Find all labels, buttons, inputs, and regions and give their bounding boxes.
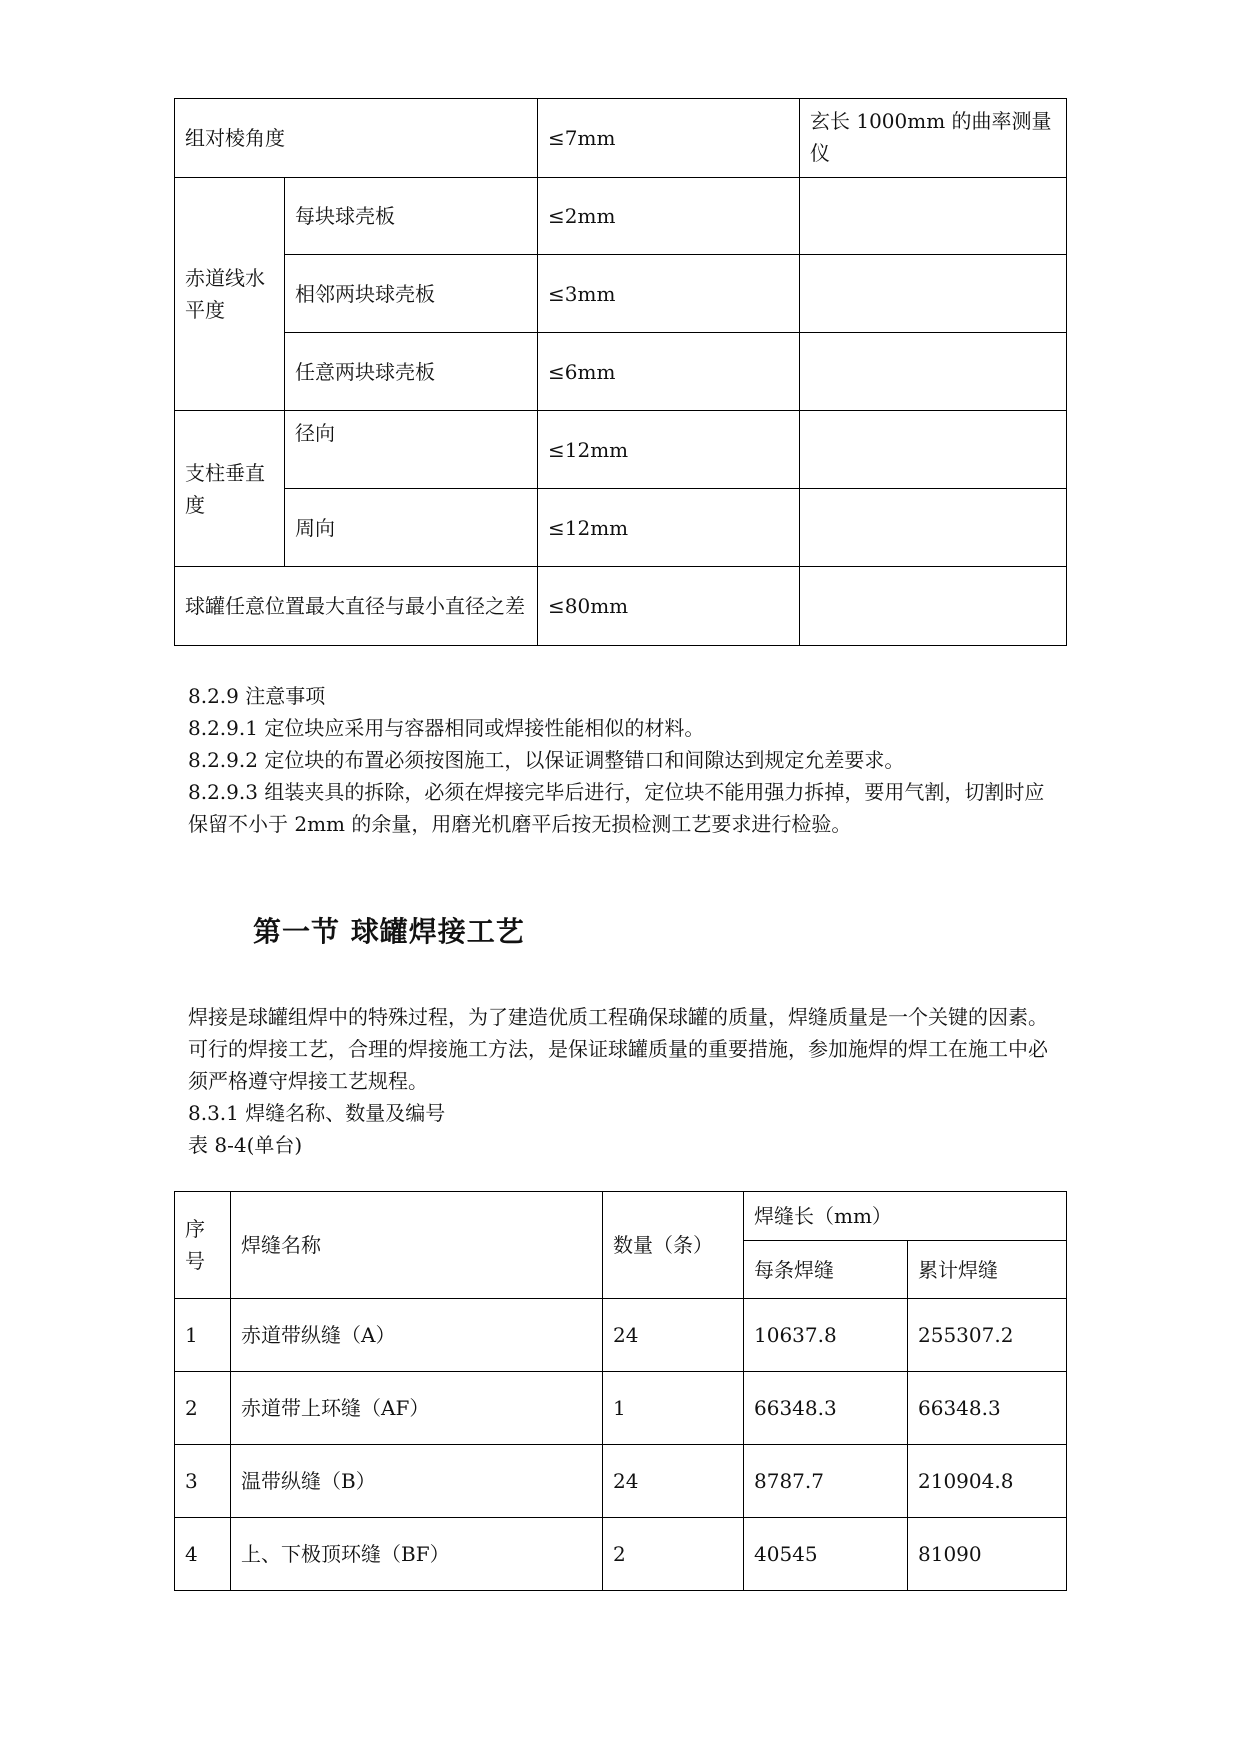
notes-section xyxy=(188,680,1058,840)
note-item: 8.2.9.3 组装夹具的拆除，必须在焊接完毕后进行，定位块不能用强力拆掉，要用气割，切割时应保留不小于 2mm 的余量，用磨光机磨平后按无损检测工艺要求进行检验。 xyxy=(188,780,1045,836)
cell-index: 3 xyxy=(175,1445,231,1518)
table-cell xyxy=(800,489,1067,567)
cell-total: 255307.2 xyxy=(908,1299,1067,1372)
table-row xyxy=(175,1372,1067,1445)
header-name: 焊缝名称 xyxy=(231,1192,603,1299)
table-cell: ≤7mm xyxy=(538,99,800,178)
cell-per-weld: 8787.7 xyxy=(744,1445,908,1518)
cell-total: 66348.3 xyxy=(908,1372,1067,1445)
cell-index: 4 xyxy=(175,1518,231,1591)
cell-index: 2 xyxy=(175,1372,231,1445)
table-cell: ≤2mm xyxy=(538,178,800,255)
table-cell xyxy=(800,255,1067,333)
table-cell: ≤12mm xyxy=(538,411,800,489)
table-cell: 支柱垂直度 xyxy=(175,411,285,567)
cell-name: 赤道带纵缝（A） xyxy=(231,1299,603,1372)
subsection-title: 8.3.1 焊缝名称、数量及编号 xyxy=(188,1101,446,1125)
table-cell: 周向 xyxy=(285,489,538,567)
cell-total: 210904.8 xyxy=(908,1445,1067,1518)
table-cell: 任意两块球壳板 xyxy=(285,333,538,411)
table-row xyxy=(175,567,1067,646)
paragraph: 可行的焊接工艺，合理的焊接施工方法，是保证球罐质量的重要措施，参加施焊的焊工在施工中必须严格遵守焊接工艺规程。 xyxy=(188,1037,1048,1093)
table-cell: 球罐任意位置最大直径与最小直径之差 xyxy=(175,567,538,646)
cell-count: 24 xyxy=(603,1445,744,1518)
header-count: 数量（条） xyxy=(603,1192,744,1299)
table-cell: 组对棱角度 xyxy=(175,99,538,178)
paragraph: 焊接是球罐组焊中的特殊过程，为了建造优质工程确保球罐的质量，焊缝质量是一个关键的因素。 xyxy=(188,1005,1048,1029)
cell-per-weld: 10637.8 xyxy=(744,1299,908,1372)
header-total: 累计焊缝 xyxy=(908,1241,1067,1299)
table-cell: 每块球壳板 xyxy=(285,178,538,255)
cell-index: 1 xyxy=(175,1299,231,1372)
intro-section xyxy=(188,1001,1058,1161)
weld-table xyxy=(174,1191,1067,1591)
table-cell: ≤6mm xyxy=(538,333,800,411)
table-cell: ≤80mm xyxy=(538,567,800,646)
header-index: 序号 xyxy=(175,1192,231,1299)
table-cell: 赤道线水平度 xyxy=(175,178,285,411)
cell-per-weld: 40545 xyxy=(744,1518,908,1591)
table-row xyxy=(175,1518,1067,1591)
cell-total: 81090 xyxy=(908,1518,1067,1591)
table-cell xyxy=(800,411,1067,489)
table-cell: 径向 xyxy=(285,411,538,489)
table-row xyxy=(175,178,1067,255)
table-row xyxy=(175,255,1067,333)
table-row xyxy=(175,489,1067,567)
table-cell xyxy=(800,567,1067,646)
table-cell: 相邻两块球壳板 xyxy=(285,255,538,333)
section-heading: 第一节 球罐焊接工艺 xyxy=(253,915,525,948)
notes-title: 8.2.9 注意事项 xyxy=(188,684,326,708)
table-header-row xyxy=(175,1192,1067,1241)
cell-count: 2 xyxy=(603,1518,744,1591)
table-row xyxy=(175,333,1067,411)
cell-count: 24 xyxy=(603,1299,744,1372)
table-cell: 玄长 1000mm 的曲率测量仪 xyxy=(800,99,1067,178)
table-row xyxy=(175,1299,1067,1372)
cell-name: 温带纵缝（B） xyxy=(231,1445,603,1518)
table-cell: ≤12mm xyxy=(538,489,800,567)
header-per-weld: 每条焊缝 xyxy=(744,1241,908,1299)
note-item: 8.2.9.1 定位块应采用与容器相同或焊接性能相似的材料。 xyxy=(188,716,705,740)
cell-per-weld: 66348.3 xyxy=(744,1372,908,1445)
table-cell xyxy=(800,178,1067,255)
note-item: 8.2.9.2 定位块的布置必须按图施工，以保证调整错口和间隙达到规定允差要求。 xyxy=(188,748,905,772)
table-caption: 表 8-4(单台) xyxy=(188,1133,303,1157)
cell-count: 1 xyxy=(603,1372,744,1445)
table-cell: ≤3mm xyxy=(538,255,800,333)
table-row xyxy=(175,1445,1067,1518)
table-row xyxy=(175,99,1067,178)
table-row xyxy=(175,411,1067,489)
header-length-group: 焊缝长（mm） xyxy=(744,1192,1067,1241)
table-cell xyxy=(800,333,1067,411)
tolerance-table xyxy=(174,98,1067,646)
cell-name: 上、下极顶环缝（BF） xyxy=(231,1518,603,1591)
cell-name: 赤道带上环缝（AF） xyxy=(231,1372,603,1445)
